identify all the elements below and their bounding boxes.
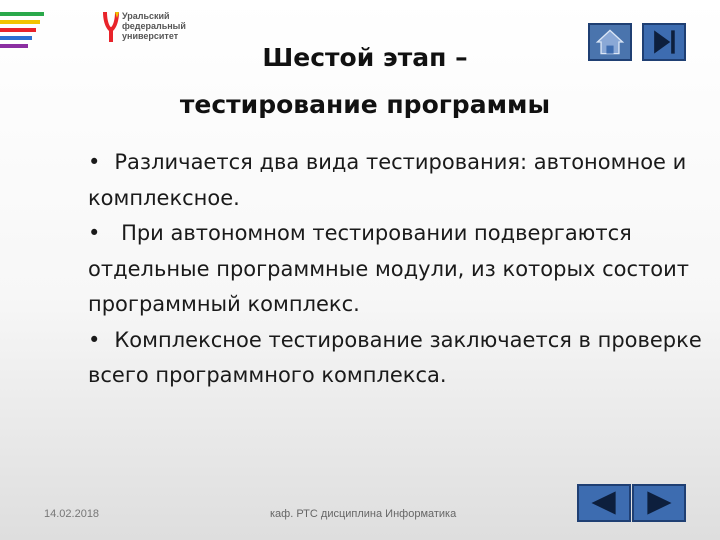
logo-stripe-yellow xyxy=(0,20,40,24)
logo-line-1: Уральский xyxy=(122,11,170,21)
back-arrow-icon xyxy=(579,486,629,520)
slide-title xyxy=(100,34,630,128)
previous-slide-button[interactable] xyxy=(577,484,631,522)
next-slide-button[interactable] xyxy=(632,484,686,522)
slide-title-line-1: Шестой этап – xyxy=(262,43,468,72)
bullet-text: Комплексное тестирование заключается в проверке всего программного комплекса. xyxy=(88,327,702,387)
bullet-item xyxy=(88,323,708,394)
bullet-item xyxy=(88,145,708,216)
bullet-marker: • xyxy=(88,221,101,245)
bullet-marker: • xyxy=(88,327,101,352)
logo-stripes xyxy=(0,12,44,52)
bullet-text: При автономном тестировании подвергаются отдельные программные модули, из которых состоит программный комплекс. xyxy=(88,221,690,316)
logo-stripe-green xyxy=(0,12,44,16)
home-button[interactable] xyxy=(588,23,632,61)
home-icon xyxy=(590,25,630,59)
footer-course-label: каф. РТС дисциплина Информатика xyxy=(270,508,457,520)
bullet-item xyxy=(88,216,708,323)
logo-line-2: федеральный xyxy=(122,21,186,31)
logo-stripe-red xyxy=(0,28,36,32)
bullet-marker: • xyxy=(88,150,101,174)
skip-to-end-icon xyxy=(644,25,684,59)
forward-arrow-icon xyxy=(634,486,684,520)
slide-title-line-2: тестирование программы xyxy=(179,90,551,119)
skip-to-end-button[interactable] xyxy=(642,23,686,61)
logo-stripe-purple xyxy=(0,44,28,48)
bullet-text: Различается два вида тестирования: автономное и комплексное. xyxy=(88,150,687,210)
footer-date: 14.02.2018 xyxy=(44,508,100,520)
slide-body xyxy=(88,145,708,394)
logo-stripe-blue xyxy=(0,36,32,40)
logo-line-3: университет xyxy=(122,31,179,41)
